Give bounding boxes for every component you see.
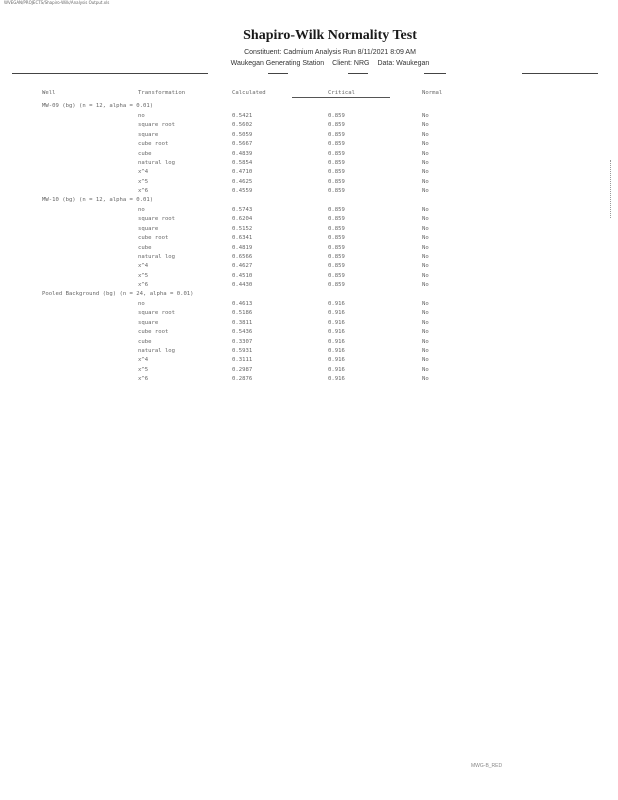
calculated-cell: 0.6204 xyxy=(232,216,253,223)
normal-cell: No xyxy=(422,178,429,185)
calculated-cell: 0.5667 xyxy=(232,141,253,148)
normal-cell: No xyxy=(422,160,429,166)
table-row xyxy=(0,339,600,348)
table-row xyxy=(0,151,600,160)
table-row xyxy=(0,245,600,254)
critical-cell: 0.916 xyxy=(328,357,345,364)
calculated-cell: 0.4627 xyxy=(232,263,253,270)
transformation-cell: no xyxy=(138,113,145,119)
calculated-cell: 0.5186 xyxy=(232,310,253,317)
table-row xyxy=(0,122,600,131)
col-critical: Critical xyxy=(328,90,355,96)
calculated-cell: 0.3811 xyxy=(232,319,253,326)
table-row xyxy=(0,310,600,319)
critical-cell: 0.859 xyxy=(328,122,345,129)
calculated-cell: 0.5421 xyxy=(232,113,253,119)
transformation-cell: natural log xyxy=(138,348,176,354)
transformation-cell: x^5 xyxy=(138,178,149,185)
margin-mark xyxy=(610,160,612,218)
page-footer: MWG-B_RED xyxy=(471,763,503,769)
table-row xyxy=(0,160,600,169)
normal-cell: No xyxy=(422,310,429,317)
calculated-cell: 0.4613 xyxy=(232,301,253,307)
normal-cell: No xyxy=(422,216,429,223)
transformation-cell: cube xyxy=(138,244,152,251)
transformation-cell: x^5 xyxy=(138,366,149,373)
critical-cell: 0.916 xyxy=(328,348,345,354)
normal-cell: No xyxy=(422,272,429,279)
calculated-cell: 0.5743 xyxy=(232,207,253,213)
table-row xyxy=(0,235,600,244)
critical-cell: 0.859 xyxy=(328,150,345,157)
calculated-cell: 0.5436 xyxy=(232,329,253,336)
calculated-cell: 0.5059 xyxy=(232,131,253,138)
calculated-cell: 0.5152 xyxy=(232,225,253,232)
normal-cell: No xyxy=(422,141,429,148)
critical-cell: 0.859 xyxy=(328,263,345,270)
critical-cell: 0.859 xyxy=(328,188,345,195)
normal-cell: No xyxy=(422,357,429,364)
normal-cell: No xyxy=(422,131,429,138)
transformation-cell: square root xyxy=(138,310,176,317)
normal-cell: No xyxy=(422,235,429,242)
table-row xyxy=(0,179,600,188)
data-name: Data: Waukegan xyxy=(377,60,430,67)
critical-cell: 0.916 xyxy=(328,366,345,373)
critical-cell: 0.859 xyxy=(328,141,345,148)
transformation-cell: no xyxy=(138,301,145,307)
normal-cell: No xyxy=(422,376,429,383)
well-group-label: MW-09 (bg) (n = 12, alpha = 0.01) xyxy=(42,103,154,109)
normal-cell: No xyxy=(422,348,429,354)
file-path: WVEGAN/PROJECTS/Shapiro-Wilk/Analysis Output.xls xyxy=(4,0,110,5)
normal-cell: No xyxy=(422,113,429,119)
critical-cell: 0.859 xyxy=(328,160,345,166)
col-calculated: Calculated xyxy=(232,90,266,96)
client-name: Client: NRG xyxy=(332,60,370,67)
normal-cell: No xyxy=(422,366,429,373)
calculated-cell: 0.4430 xyxy=(232,282,253,289)
normal-cell: No xyxy=(422,254,429,260)
col-well: Well xyxy=(42,90,56,96)
critical-cell: 0.916 xyxy=(328,376,345,383)
table-row xyxy=(0,226,600,235)
table-row xyxy=(0,207,600,216)
table-row xyxy=(0,113,600,122)
calculated-cell: 0.2876 xyxy=(232,376,253,383)
calculated-cell: 0.2987 xyxy=(232,366,253,373)
transformation-cell: natural log xyxy=(138,160,176,166)
critical-underline xyxy=(292,97,390,98)
transformation-cell: x^4 xyxy=(138,263,149,270)
transformation-cell: square xyxy=(138,319,159,326)
calculated-cell: 0.3307 xyxy=(232,338,253,345)
normal-cell: No xyxy=(422,207,429,213)
well-group-label: Pooled Background (bg) (n = 24, alpha = 0.01) xyxy=(42,291,194,297)
normal-cell: No xyxy=(422,150,429,157)
critical-cell: 0.859 xyxy=(328,235,345,242)
calculated-cell: 0.6566 xyxy=(232,254,253,260)
transformation-cell: no xyxy=(138,207,145,213)
table-row xyxy=(0,216,600,225)
transformation-cell: cube xyxy=(138,150,152,157)
critical-cell: 0.916 xyxy=(328,310,345,317)
transformation-cell: x^4 xyxy=(138,169,149,176)
calculated-cell: 0.4559 xyxy=(232,188,253,195)
col-normal: Normal xyxy=(422,90,443,96)
calculated-cell: 0.5602 xyxy=(232,122,253,129)
header-rule-left xyxy=(12,73,208,74)
header-rule-mid-c xyxy=(424,73,446,74)
site-name: Waukegan Generating Station xyxy=(230,60,325,67)
well-group-label: MW-10 (bg) (n = 12, alpha = 0.01) xyxy=(42,197,154,203)
transformation-cell: cube xyxy=(138,338,152,345)
normal-cell: No xyxy=(422,338,429,345)
calculated-cell: 0.5854 xyxy=(232,160,253,166)
table-row xyxy=(0,357,600,366)
transformation-cell: square xyxy=(138,131,159,138)
table-row xyxy=(0,329,600,338)
normal-cell: No xyxy=(422,329,429,336)
normal-cell: No xyxy=(422,225,429,232)
table-row xyxy=(0,169,600,178)
calculated-cell: 0.5931 xyxy=(232,348,253,354)
calculated-cell: 0.6341 xyxy=(232,235,253,242)
table-row xyxy=(0,263,600,272)
calculated-cell: 0.4839 xyxy=(232,150,253,157)
transformation-cell: x^5 xyxy=(138,272,149,279)
critical-cell: 0.916 xyxy=(328,338,345,345)
critical-cell: 0.859 xyxy=(328,254,345,260)
critical-cell: 0.859 xyxy=(328,207,345,213)
normal-cell: No xyxy=(422,263,429,270)
header-rule-right xyxy=(522,73,598,74)
table-row xyxy=(0,367,600,376)
table-row xyxy=(0,254,600,263)
table-row xyxy=(0,282,600,291)
critical-cell: 0.859 xyxy=(328,282,345,289)
table-row xyxy=(0,301,600,310)
table-row xyxy=(0,320,600,329)
transformation-cell: square root xyxy=(138,216,176,223)
critical-cell: 0.859 xyxy=(328,244,345,251)
transformation-cell: cube root xyxy=(138,235,169,242)
table-row xyxy=(0,141,600,150)
table-row xyxy=(0,188,600,197)
critical-cell: 0.859 xyxy=(328,169,345,176)
transformation-cell: square root xyxy=(138,122,176,129)
site-line xyxy=(200,60,460,67)
transformation-cell: cube root xyxy=(138,329,169,336)
calculated-cell: 0.4625 xyxy=(232,178,253,185)
critical-cell: 0.916 xyxy=(328,329,345,336)
critical-cell: 0.916 xyxy=(328,319,345,326)
table-row xyxy=(0,273,600,282)
calculated-cell: 0.4710 xyxy=(232,169,253,176)
page-title: Shapiro-Wilk Normality Test xyxy=(243,28,417,43)
normal-cell: No xyxy=(422,319,429,326)
col-transformation: Transformation xyxy=(138,90,186,96)
calculated-cell: 0.4510 xyxy=(232,272,253,279)
critical-cell: 0.859 xyxy=(328,113,345,119)
critical-cell: 0.859 xyxy=(328,178,345,185)
header-rule-mid-a xyxy=(268,73,288,74)
transformation-cell: x^6 xyxy=(138,188,149,195)
normal-cell: No xyxy=(422,169,429,176)
normal-cell: No xyxy=(422,244,429,251)
analysis-subtitle: Constituent: Cadmium Analysis Run 8/11/2021 8:09 AM xyxy=(244,49,416,56)
header-rule-mid-b xyxy=(348,73,368,74)
normal-cell: No xyxy=(422,188,429,195)
transformation-cell: x^4 xyxy=(138,357,149,364)
calculated-cell: 0.4819 xyxy=(232,244,253,251)
normal-cell: No xyxy=(422,282,429,289)
table-row xyxy=(0,132,600,141)
transformation-cell: cube root xyxy=(138,141,169,148)
critical-cell: 0.859 xyxy=(328,216,345,223)
critical-cell: 0.859 xyxy=(328,131,345,138)
critical-cell: 0.859 xyxy=(328,272,345,279)
critical-cell: 0.916 xyxy=(328,301,345,307)
transformation-cell: square xyxy=(138,225,159,232)
normal-cell: No xyxy=(422,122,429,129)
table-row xyxy=(0,376,600,385)
calculated-cell: 0.3111 xyxy=(232,357,253,364)
transformation-cell: x^6 xyxy=(138,282,149,289)
table-row xyxy=(0,348,600,357)
transformation-cell: x^6 xyxy=(138,376,149,383)
transformation-cell: natural log xyxy=(138,254,176,260)
critical-cell: 0.859 xyxy=(328,225,345,232)
normal-cell: No xyxy=(422,301,429,307)
